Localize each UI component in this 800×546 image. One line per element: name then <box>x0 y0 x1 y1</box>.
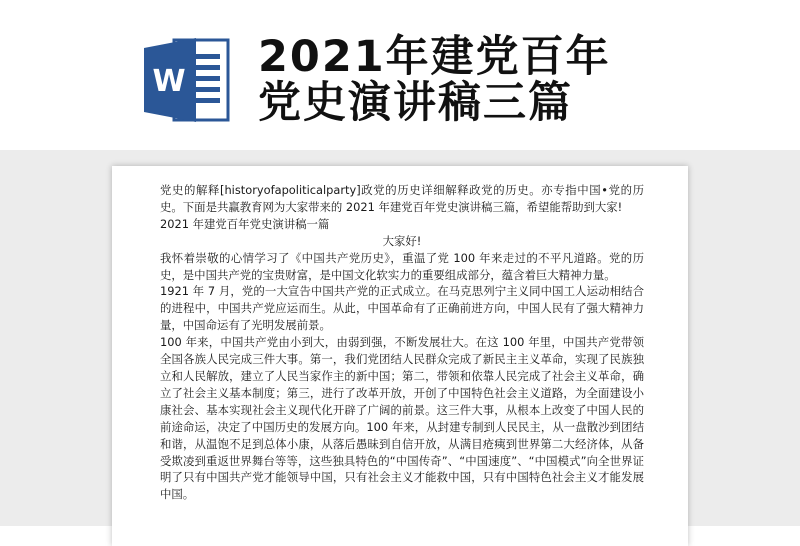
word-document-icon <box>140 34 232 126</box>
header-banner <box>0 0 800 150</box>
title-line-1: 2021年建党百年 <box>258 32 611 82</box>
section-title: 2021 年建党百年党史演讲稿一篇 <box>160 216 330 231</box>
intro-paragraph: 党史的解释[historyofapoliticalparty]政党的历史详细解释政党的历史。亦专指中国•党的历史。下面是共赢教育网为大家带来的 2021 年建党百年党史演讲稿三篇，希望能帮助到大家! <box>160 183 644 214</box>
body-paragraph: 我怀着崇敬的心情学习了《中国共产党历史》，重温了党 100 年来走过的不平凡道路。党的历史，是中国共产党的宝贵财富，是中国文化软实力的重要组成部分，蕴含着巨大精神力量。 <box>160 250 644 282</box>
page-title <box>258 34 611 126</box>
title-line-2: 党史演讲稿三篇 <box>258 78 573 128</box>
document-content <box>160 182 644 503</box>
body-paragraph: 1921 年 7 月，党的一大宣告中国共产党的正式成立。在马克思列宁主义同中国工人运动相结合的进程中，中国共产党应运而生。从此，中国革命有了正确前进方向，中国人民有了强大精神力量，中国命运有了光明发展前景。 <box>160 284 644 333</box>
document-page <box>112 166 688 546</box>
svg-text:W: W <box>152 64 186 99</box>
greeting: 大家好! <box>382 233 422 248</box>
body-paragraph: 100 年来，中国共产党由小到大，由弱到强，不断发展壮大。在这 100 年里，中国共产党带领全国各族人民完成三件大事。第一，我们党团结人民群众完成了新民主主义革命，实现了民族独立和人民解放，建立了人民当家作主的新中国；第二，带领和依靠人民完成了社会主义革命，确立了社会主义基本制度；第三，进行了改革开放，开创了中国特色社会主义道路，为全面建设小康社会、基本实现社会主义现代化开辟了广阔的前景。这三件大事，从根本上改变了中国人民的前途命运，决定了中国历史的发展方向。100 年来，从封建专制到人民民主，从一盘散沙到团结和谐，从温饱不足到总体小康，从落后愚昧到自信开放，从满目疮痍到世界第二大经济体，从备受欺凌到重返世界舞台等等，这些独具特色的“中国传奇”、“中国速度”、“中国模式”向全世界证明了只有中国共产党才能领导中国，只有社会主义才能救中国，只有中国特色社会主义才能发展中国。 <box>160 335 644 502</box>
